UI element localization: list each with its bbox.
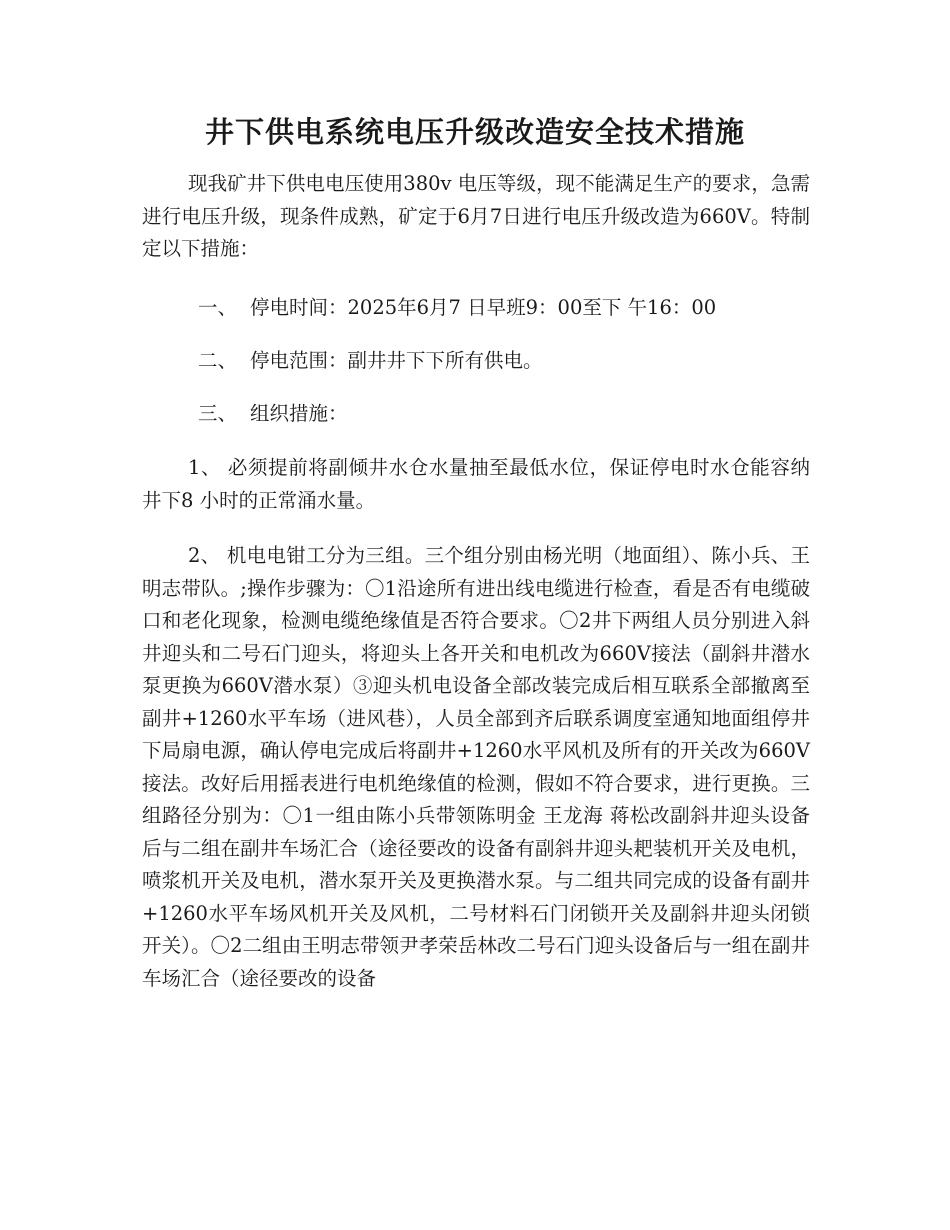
section-number: 三、: [198, 402, 238, 425]
section-organization: [198, 398, 810, 431]
section-number: 二、: [198, 349, 238, 372]
intro-paragraph: 现我矿井下供电电压使用380v 电压等级，现不能满足生产的要求，急需进行电压升级，现条件成熟，矿定于6月7日进行电压升级改造为660V。特制定以下措施：: [142, 172, 810, 260]
item-1-paragraph: 1、 必须提前将副倾井水仓水量抽至最低水位，保证停电时水仓能容纳井下8 小时的正常涌水量。: [142, 456, 810, 512]
section-text: 停电范围：副井井下下所有供电。: [250, 349, 543, 372]
document-title: 井下供电系统电压升级改造安全技术措施: [204, 115, 745, 149]
section-stop-range: [198, 345, 810, 378]
section-stop-time: [198, 292, 810, 325]
section-text: 停电时间：2025年6月7 日早班9：00至下 午16：00: [250, 296, 717, 319]
section-text: 组织措施：: [250, 402, 348, 425]
item-2-paragraph: 2、 机电电钳工分为三组。三个组分别由杨光明（地面组）、陈小兵、王明志带队。;操作步骤为：〇1沿途所有进出线电缆进行检查，看是否有电缆破口和老化现象，检测电缆绝缘值是否符合要求。〇2井下两组人员分别进入斜井迎头和二号石门迎头，将迎头上各开关和电机改为660V接法（副斜井潜水泵更换为660V潜水泵）③迎头机电设备全部改装完成后相互联系全部撤离至副井+1260水平车场（进风巷），人员全部到齐后联系调度室通知地面组停井下局扇电源，确认停电完成后将副井+1260水平风机及所有的开关改为660V接法。改好后用摇表进行电机绝缘值的检测，假如不符合要求，进行更换。三组路径分别为：〇1一组由陈小兵带领陈明金 王龙海 蒋松改副斜井迎头设备后与二组在副井车场汇合（途径要改的设备有副斜井迎头耙装机开关及电机，喷浆机开关及电机，潜水泵开关及更换潜水泵。与二组共同完成的设备有副井+1260水平车场风机开关及风机，二号材料石门闭锁开关及副斜井迎头闭锁开关）。〇2二组由王明志带领尹孝荣岳林改二号石门迎头设备后与一组在副井车场汇合（途径要改的设备: [142, 544, 810, 990]
section-number: 一、: [198, 296, 238, 319]
